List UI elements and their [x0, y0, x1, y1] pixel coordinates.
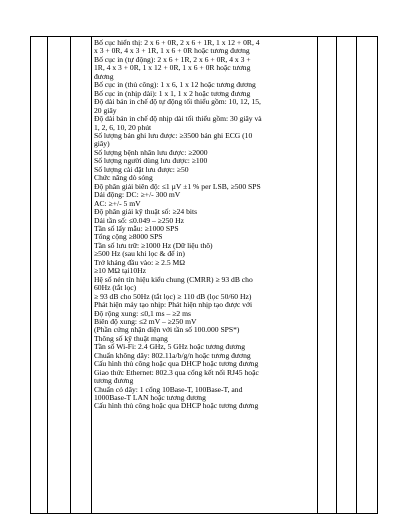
spec-line: Tần số lấy mẫu: ≥1000 SPS: [94, 224, 179, 233]
spec-table: [30, 36, 378, 514]
spec-line: Số lượng bản ghi lưu được: ≥3500 bản ghi ECG (10: [94, 131, 253, 140]
spec-line: Chuẩn có dây: 1 cổng 10Base-T, 100Base-T, and: [94, 385, 243, 394]
spec-line: Bố cục hiển thị: 2 x 6 + 0R, 2 x 6 + 1R, 1 x 12 + 0R, 4: [94, 39, 260, 47]
spec-line: Giao thức Ethernet: 802.3 qua cổng kết nối RJ45 hoặc: [94, 368, 259, 377]
spec-line: Dải động: DC: ≥+/- 300 mV: [94, 191, 181, 200]
spec-line: Thông số kỹ thuật mạng: [94, 334, 168, 343]
spec-line: Độ dài bản in chế độ tự động tối thiểu gồm: 10, 12, 15,: [94, 98, 261, 107]
spec-line: Hệ số nén tín hiệu kiểu chung (CMRR) ≥ 93 dB cho: [94, 275, 253, 284]
column-divider: [47, 37, 48, 513]
spec-line: Độ dài bản in chế độ nhịp dài tối thiểu gồm: 30 giây và: [94, 115, 262, 124]
spec-line: Độ phân giải kỹ thuật số: ≥24 bits: [94, 208, 198, 217]
spec-line: 20 giây: [94, 106, 117, 115]
spec-line: Dải tần số: ≤0.049 – ≥250 Hz: [94, 216, 184, 225]
spec-line: tương đương: [94, 377, 134, 386]
column-divider: [91, 37, 92, 513]
column-divider: [317, 37, 318, 513]
spec-line: Trở kháng đầu vào: ≥ 2.5 MΩ: [94, 258, 185, 267]
specification-cell: [94, 39, 314, 411]
spec-line: Chuẩn không dây: 802.11a/b/g/n hoặc tương đương: [94, 351, 251, 360]
spec-line: Biên độ xung: ≤2 mV – ≥250 mV: [94, 317, 197, 326]
spec-line: Cấu hình thủ công hoặc qua DHCP hoặc tương đương: [94, 402, 259, 411]
spec-line: AC: ≥+/- 5 mV: [94, 199, 141, 208]
spec-line: Bố cục in (nhịp dài): 1 x 1, 1 x 2 hoặc tương đương: [94, 89, 251, 98]
spec-line: x 3 + 0R, 4 x 3 + 1R, 1 x 6 + 0R hoặc tương đương: [94, 47, 250, 56]
column-divider: [356, 37, 357, 513]
spec-line: Số lượng bệnh nhân lưu được: ≥2000: [94, 148, 208, 157]
spec-line: ≥ 93 dB cho 50Hz (tắt lọc) ≥ 110 dB (lọc 50/60 Hz): [94, 292, 252, 301]
spec-line: 60Hz (tắt lọc): [94, 284, 137, 293]
spec-line: Số lượng cài đặt lưu được: ≥50: [94, 165, 189, 174]
spec-line: 1000Base-T LAN hoặc tương đương: [94, 394, 206, 403]
column-divider: [70, 37, 71, 513]
spec-line: giây): [94, 140, 110, 149]
spec-line: ≥10 MΩ tại10Hz: [94, 267, 146, 276]
spec-line: (Phần cứng nhận diện với tần số 100.000 SPS*): [94, 326, 240, 335]
spec-line: Tổng cộng ≥8000 SPS: [94, 233, 163, 242]
spec-line: Độ phân giải biên độ: ≤1 µV ±1 % per LSB, ≥500 SPS: [94, 182, 261, 191]
spec-line: Phát hiện máy tạo nhịp: Phát hiện nhịp tạo được với: [94, 301, 253, 310]
spec-line: Tần số Wi-Fi: 2.4 GHz, 5 GHz hoặc tương đương: [94, 343, 246, 352]
spec-line: Bố cục in (thủ công): 1 x 6, 1 x 12 hoặc tương đương: [94, 81, 256, 90]
spec-line: 1, 2, 6, 10, 20 phút: [94, 123, 152, 132]
spec-line: ≥500 Hz (sau khi lọc & để in): [94, 250, 185, 259]
spec-line: Số lượng người dùng lưu được: ≥100: [94, 157, 208, 166]
spec-line: Tần số lưu trữ: ≥1000 Hz (Dữ liệu thô): [94, 241, 213, 250]
spec-line: Bố cục in (tự động): 2 x 6 + 1R, 2 x 6 + 0R, 4 x 3 +: [94, 55, 251, 64]
spec-line: Chức năng dò sóng: [94, 174, 153, 183]
spec-line: đương: [94, 72, 114, 81]
column-divider: [336, 37, 337, 513]
spec-line: Độ rộng xung: ≤0,1 ms – ≥2 ms: [94, 309, 191, 318]
spec-line: Cấu hình thủ công hoặc qua DHCP hoặc tương đương: [94, 360, 259, 369]
spec-line: 1R, 4 x 3 + 0R, 1 x 12 + 0R, 1 x 6 + 0R hoặc tương: [94, 64, 251, 73]
